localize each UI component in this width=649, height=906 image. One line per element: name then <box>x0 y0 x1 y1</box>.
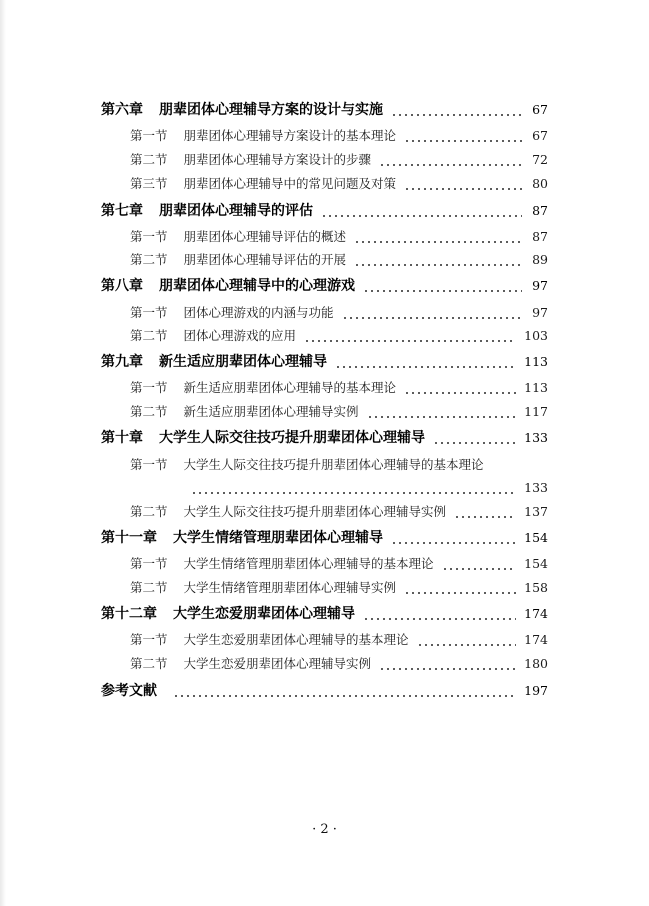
section-title: 朋辈团体心理辅导方案设计的步骤 <box>183 152 372 167</box>
section-title: 大学生恋爱朋辈团体心理辅导实例 <box>183 656 372 671</box>
page-number: 87 <box>532 228 548 244</box>
page-shadow-edge <box>0 0 6 906</box>
section-number: 第二节 <box>130 656 168 671</box>
leader-dots <box>442 558 517 570</box>
page-number: 158 <box>524 579 548 595</box>
section-number: 第二节 <box>130 252 168 267</box>
section-number: 第二节 <box>130 404 168 419</box>
toc-section-7-2[interactable] <box>101 248 548 270</box>
leader-dots <box>363 280 522 292</box>
leader-dots <box>342 307 522 319</box>
toc-section-6-3[interactable] <box>101 172 548 194</box>
references-heading: 参考文献 <box>101 683 157 699</box>
page-number: 133 <box>524 429 548 445</box>
chapter-title: 大学生人际交往技巧提升朋辈团体心理辅导 <box>159 430 425 446</box>
section-title: 朋辈团体心理辅导评估的概述 <box>183 229 347 244</box>
leader-dots <box>304 330 516 342</box>
toc-chapter-8[interactable] <box>101 274 548 296</box>
toc-section-6-2[interactable] <box>101 148 548 170</box>
section-title: 新生适应朋辈团体心理辅导的基本理论 <box>183 380 397 395</box>
chapter-title: 朋辈团体心理辅导的评估 <box>159 203 313 219</box>
toc-section-12-1[interactable] <box>101 628 548 650</box>
chapter-number: 第八章 <box>101 278 143 294</box>
section-number: 第一节 <box>130 128 168 143</box>
page-number: 103 <box>524 327 548 343</box>
page-number: 137 <box>524 503 548 519</box>
chapter-title: 新生适应朋辈团体心理辅导 <box>159 354 327 370</box>
toc-chapter-6[interactable] <box>101 98 548 120</box>
toc-section-6-1[interactable] <box>101 124 548 146</box>
page-number: 113 <box>524 353 548 369</box>
page-footer-number: · 2 · <box>312 822 337 837</box>
page-number: 197 <box>524 682 548 698</box>
leader-dots <box>404 130 522 142</box>
leader-dots <box>433 432 516 444</box>
page-number: 97 <box>532 304 548 320</box>
leader-dots <box>454 506 516 518</box>
leader-dots <box>404 382 516 394</box>
toc-section-10-2[interactable] <box>101 500 548 522</box>
page-number: 80 <box>532 175 548 191</box>
chapter-number: 第九章 <box>101 354 143 370</box>
toc-chapter-12[interactable] <box>101 602 548 624</box>
section-title: 团体心理游戏的应用 <box>183 328 297 343</box>
leader-dots <box>367 406 517 418</box>
section-number: 第二节 <box>130 328 168 343</box>
chapter-number: 第十二章 <box>101 606 157 622</box>
toc-section-10-1-continued[interactable] <box>191 476 548 498</box>
leader-dots <box>173 685 516 697</box>
section-number: 第二节 <box>130 580 168 595</box>
section-title: 大学生情绪管理朋辈团体心理辅导实例 <box>183 580 397 595</box>
page-number: 174 <box>524 605 548 621</box>
section-title: 朋辈团体心理辅导中的常见问题及对策 <box>183 176 397 191</box>
toc-chapter-7[interactable] <box>101 199 548 221</box>
page-number: 87 <box>532 202 548 218</box>
section-title: 大学生人际交往技巧提升朋辈团体心理辅导的基本理论 <box>183 457 484 472</box>
section-number: 第一节 <box>130 229 168 244</box>
toc-chapter-10[interactable] <box>101 426 548 448</box>
page-number: 113 <box>524 379 548 395</box>
leader-dots <box>379 658 516 670</box>
toc-section-11-2[interactable] <box>101 576 548 598</box>
toc-chapter-9[interactable] <box>101 350 548 372</box>
section-number: 第二节 <box>130 152 168 167</box>
leader-dots <box>379 154 522 166</box>
leader-dots <box>391 532 516 544</box>
leader-dots <box>404 582 516 594</box>
section-number: 第一节 <box>130 632 168 647</box>
page-number: 180 <box>524 655 548 671</box>
page-number: 154 <box>524 529 548 545</box>
toc-section-8-1[interactable] <box>101 301 548 323</box>
toc-section-7-1[interactable] <box>101 225 548 247</box>
chapter-number: 第十章 <box>101 430 143 446</box>
leader-dots <box>335 356 516 368</box>
chapter-title: 朋辈团体心理辅导中的心理游戏 <box>159 278 355 294</box>
page-number: 174 <box>524 631 548 647</box>
section-number: 第一节 <box>130 457 168 472</box>
section-title: 团体心理游戏的内涵与功能 <box>183 305 334 320</box>
section-title: 大学生人际交往技巧提升朋辈团体心理辅导实例 <box>183 504 447 519</box>
chapter-title: 大学生情绪管理朋辈团体心理辅导 <box>173 530 383 546</box>
chapter-number: 第十一章 <box>101 530 157 546</box>
section-title: 新生适应朋辈团体心理辅导实例 <box>183 404 359 419</box>
leader-dots <box>354 254 522 266</box>
toc-section-9-1[interactable] <box>101 376 548 398</box>
chapter-title: 大学生恋爱朋辈团体心理辅导 <box>173 606 355 622</box>
section-number: 第二节 <box>130 504 168 519</box>
chapter-title: 朋辈团体心理辅导方案的设计与实施 <box>159 102 383 118</box>
toc-references[interactable] <box>101 679 548 701</box>
chapter-number: 第七章 <box>101 203 143 219</box>
leader-dots <box>404 178 522 190</box>
toc-chapter-11[interactable] <box>101 526 548 548</box>
section-title: 朋辈团体心理辅导评估的开展 <box>183 252 347 267</box>
section-title: 大学生恋爱朋辈团体心理辅导的基本理论 <box>183 632 409 647</box>
page-number: 117 <box>524 403 548 419</box>
leader-dots <box>321 205 522 217</box>
section-number: 第一节 <box>130 380 168 395</box>
section-number: 第三节 <box>130 176 168 191</box>
page-number: 72 <box>532 151 548 167</box>
leader-dots <box>191 482 516 494</box>
toc-section-10-1[interactable] <box>101 453 548 475</box>
leader-dots <box>354 231 522 243</box>
page-number: 154 <box>524 555 548 571</box>
page-number: 97 <box>532 277 548 293</box>
section-title: 大学生情绪管理朋辈团体心理辅导的基本理论 <box>183 556 434 571</box>
toc-section-8-2[interactable] <box>101 324 548 346</box>
section-number: 第一节 <box>130 305 168 320</box>
chapter-number: 第六章 <box>101 102 143 118</box>
page-number: 67 <box>532 101 548 117</box>
section-number: 第一节 <box>130 556 168 571</box>
page-number: 89 <box>532 251 548 267</box>
page-number: 133 <box>524 479 548 495</box>
toc-section-9-2[interactable] <box>101 400 548 422</box>
leader-dots <box>417 634 517 646</box>
toc-section-12-2[interactable] <box>101 652 548 674</box>
page-number: 67 <box>532 127 548 143</box>
leader-dots <box>391 104 522 116</box>
toc-section-11-1[interactable] <box>101 552 548 574</box>
section-title: 朋辈团体心理辅导方案设计的基本理论 <box>183 128 397 143</box>
leader-dots <box>363 608 516 620</box>
